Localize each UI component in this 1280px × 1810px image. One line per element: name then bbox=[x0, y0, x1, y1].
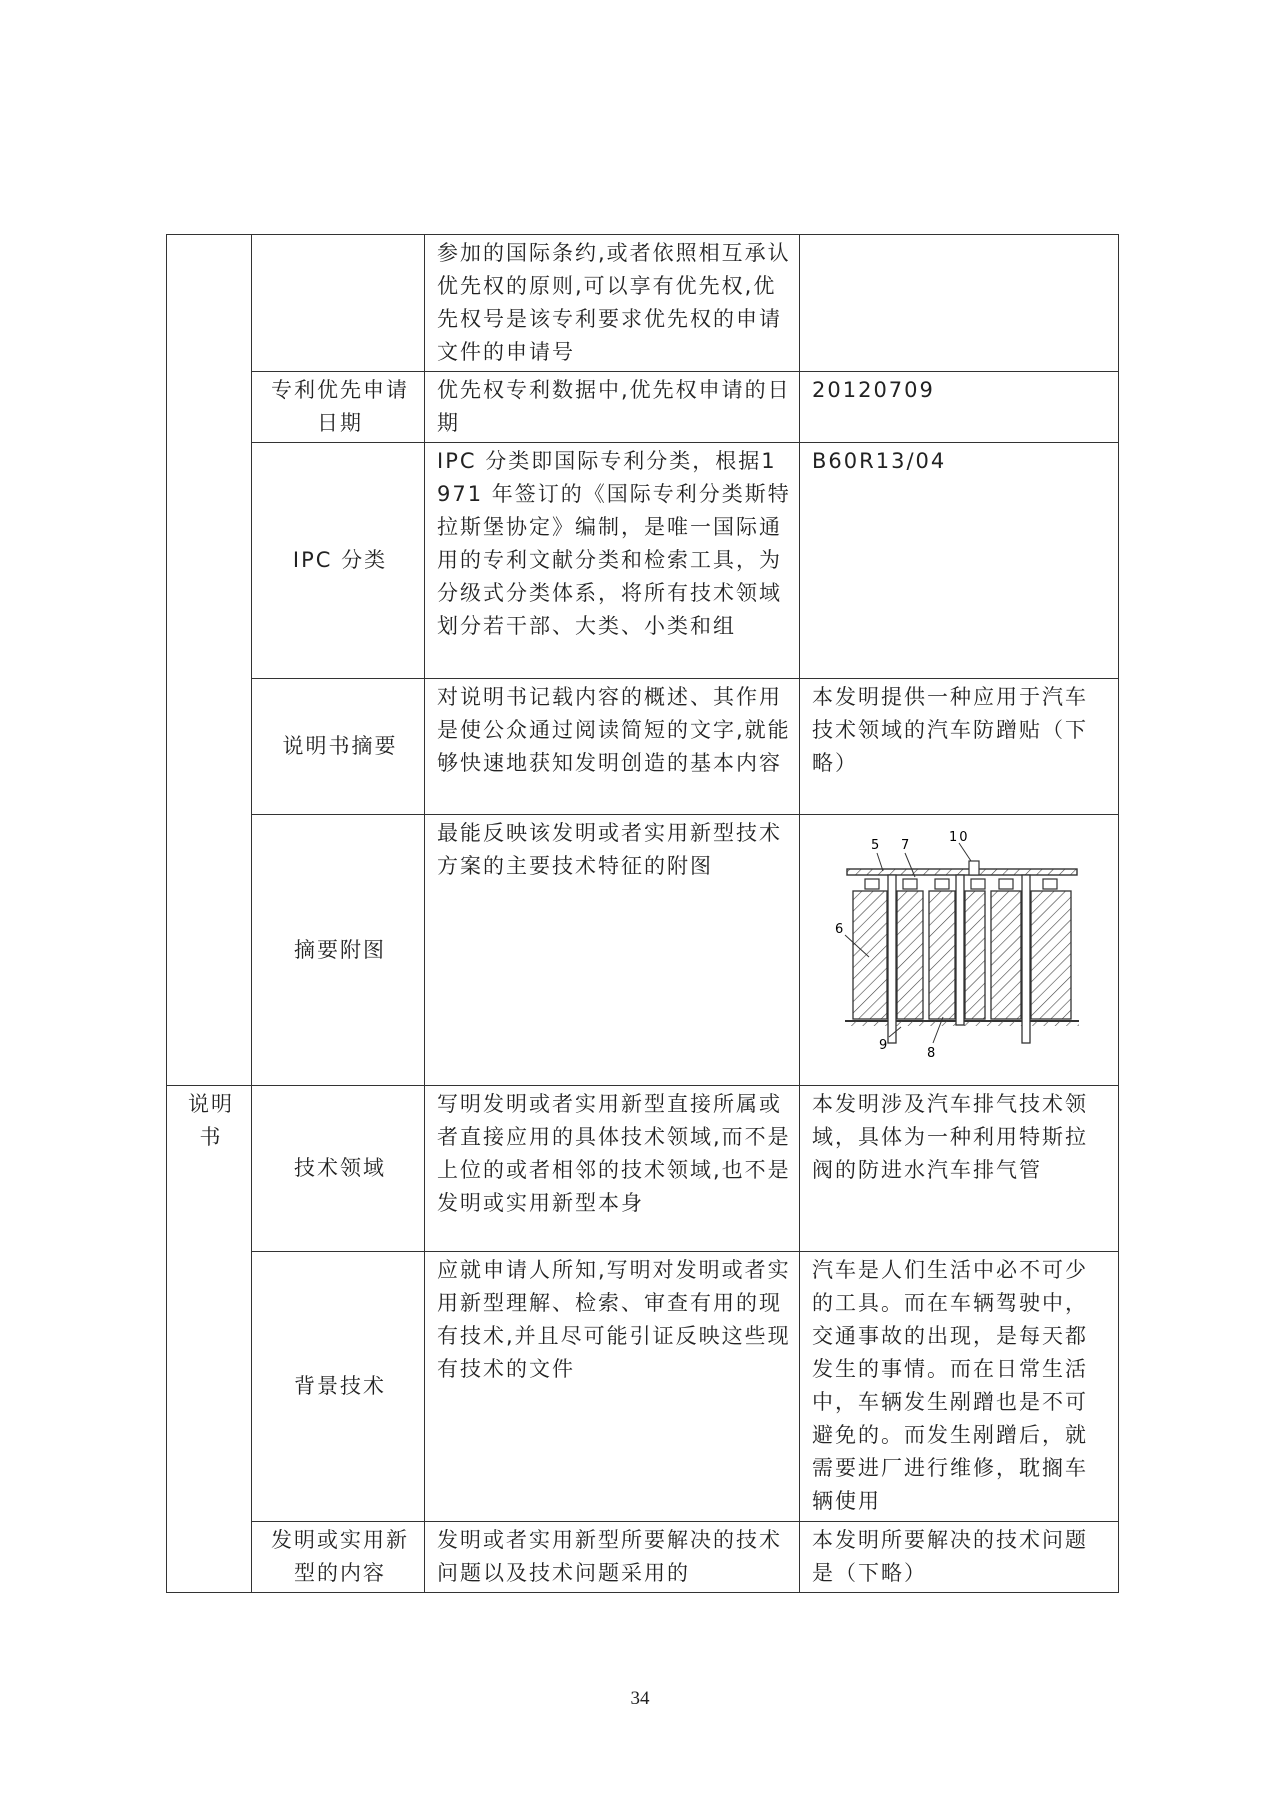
field-value: 本发明涉及汽车排气技术领域，具体为一种利用特斯拉阀的防进水汽车排气管 bbox=[800, 1086, 1119, 1252]
cap bbox=[903, 879, 917, 889]
hatched-block bbox=[929, 891, 955, 1019]
cap bbox=[1043, 879, 1057, 889]
table-row-priority-date bbox=[167, 372, 1119, 443]
table-row-abstract bbox=[167, 679, 1119, 815]
field-value-empty bbox=[800, 235, 1119, 372]
field-value: B60R13/04 bbox=[800, 443, 1119, 679]
field-name: IPC 分类 bbox=[252, 443, 425, 679]
field-value: 20120709 bbox=[800, 372, 1119, 443]
figure-label: 9 bbox=[879, 1038, 890, 1053]
leader-line bbox=[877, 853, 883, 871]
post bbox=[1022, 875, 1030, 1043]
field-name: 说明书摘要 bbox=[252, 679, 425, 815]
table-row-priority-number bbox=[167, 235, 1119, 372]
spec-table bbox=[166, 234, 1119, 1593]
field-value: 本发明提供一种应用于汽车技术领域的汽车防蹭贴（下略） bbox=[800, 679, 1119, 815]
field-desc: 写明发明或者实用新型直接所属或者直接应用的具体技术领域,而不是上位的或者相邻的技术领域,也不是发明或实用新型本身 bbox=[425, 1086, 800, 1252]
field-value: 本发明所要解决的技术问题是（下略） bbox=[800, 1522, 1119, 1593]
figure-cell bbox=[800, 815, 1119, 1086]
field-desc: 发明或者实用新型所要解决的技术问题以及技术问题采用的 bbox=[425, 1522, 800, 1593]
top-knob bbox=[969, 861, 979, 875]
field-name-empty bbox=[252, 235, 425, 372]
hatched-block bbox=[897, 891, 923, 1019]
hatched-block bbox=[965, 891, 985, 1019]
field-desc: IPC 分类即国际专利分类，根据1971 年签订的《国际专利分类斯特拉斯堡协定》编制，是唯一国际通用的专利文献分类和检索工具，为分级式分类体系，将所有技术领域划分若干部、大类、小类和组 bbox=[425, 443, 800, 679]
table-row-content bbox=[167, 1522, 1119, 1593]
field-desc: 应就申请人所知,写明对发明或者实用新型理解、检索、审查有用的现有技术,并且尽可能引证反映这些现有技术的文件 bbox=[425, 1252, 800, 1522]
figure-label: 6 bbox=[835, 922, 846, 937]
leader-line bbox=[959, 843, 971, 861]
cap bbox=[935, 879, 949, 889]
field-name: 摘要附图 bbox=[252, 815, 425, 1086]
top-plate bbox=[847, 869, 1077, 875]
group-cell-empty bbox=[167, 235, 252, 1086]
hatched-block bbox=[991, 891, 1021, 1019]
field-desc: 优先权专利数据中,优先权申请的日期 bbox=[425, 372, 800, 443]
field-name: 专利优先申请日期 bbox=[252, 372, 425, 443]
post bbox=[888, 875, 896, 1043]
figure-label: 5 bbox=[871, 838, 882, 853]
table-row-ipc bbox=[167, 443, 1119, 679]
cap bbox=[865, 879, 879, 889]
field-name: 背景技术 bbox=[252, 1252, 425, 1522]
cap bbox=[971, 879, 985, 889]
page-number: 34 bbox=[630, 1688, 650, 1709]
table-row-tech-field bbox=[167, 1086, 1119, 1252]
field-name: 技术领域 bbox=[252, 1086, 425, 1252]
field-desc: 对说明书记载内容的概述、其作用是使公众通过阅读简短的文字,就能够快速地获知发明创造的基本内容 bbox=[425, 679, 800, 815]
field-desc: 参加的国际条约,或者依照相互承认优先权的原则,可以享有优先权,优先权号是该专利要求优先权的申请文件的申请号 bbox=[425, 235, 800, 372]
table-row-background bbox=[167, 1252, 1119, 1522]
cap bbox=[999, 879, 1013, 889]
figure-label: 10 bbox=[949, 831, 970, 845]
hatched-block bbox=[1031, 891, 1071, 1019]
group-label: 说明书 bbox=[167, 1086, 252, 1593]
abstract-figure-drawing bbox=[831, 831, 1091, 1061]
table-row-abstract-figure bbox=[167, 815, 1119, 1086]
post bbox=[956, 875, 964, 1025]
field-value: 汽车是人们生活中必不可少的工具。而在车辆驾驶中，交通事故的出现，是每天都发生的事情。而在日常生活中，车辆发生剐蹭也是不可避免的。而发生剐蹭后，就需要进厂进行维修，耽搁车辆使用 bbox=[800, 1252, 1119, 1522]
figure-label: 7 bbox=[901, 838, 912, 853]
hatched-block bbox=[853, 891, 887, 1019]
field-desc: 最能反映该发明或者实用新型技术方案的主要技术特征的附图 bbox=[425, 815, 800, 1086]
figure-label: 8 bbox=[927, 1046, 938, 1061]
field-name: 发明或实用新型的内容 bbox=[252, 1522, 425, 1593]
